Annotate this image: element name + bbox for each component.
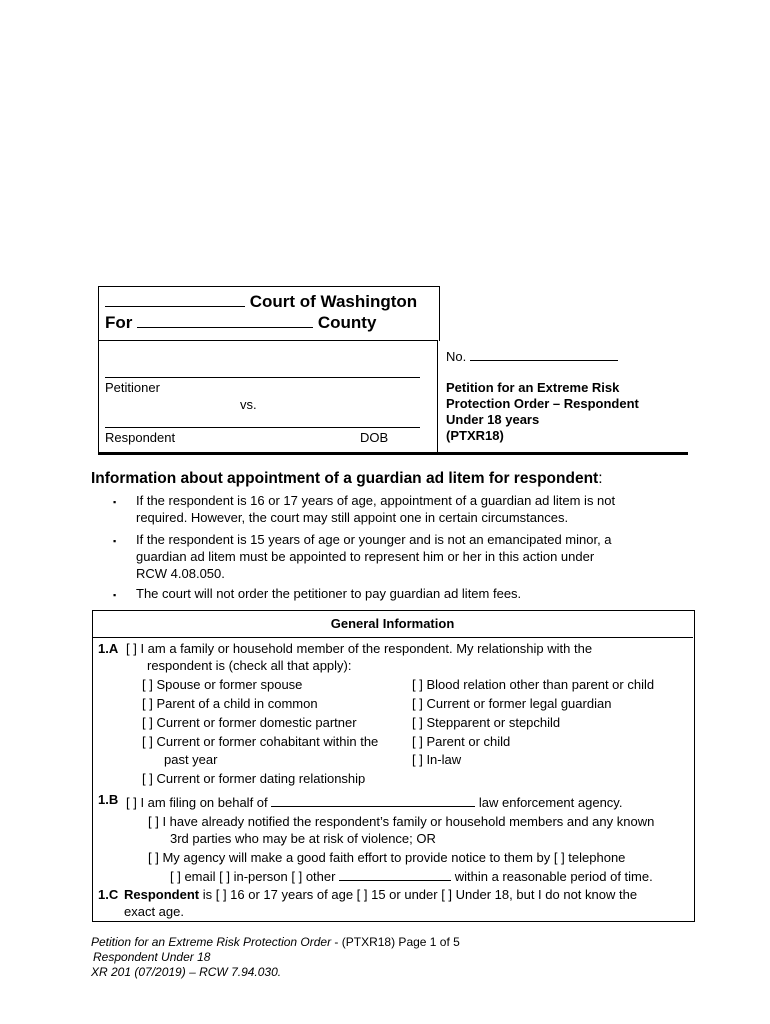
bullet-1-text: If the respondent is 16 or 17 years of age, appointment of a guardian ad litem is not required. However, the court may still appoint one in certain circumstances.	[136, 493, 616, 525]
relationship-dating[interactable]: [ ] Current or former dating relationship	[142, 771, 366, 786]
bullet-3-text: The court will not order the petitioner to pay guardian ad litem fees.	[136, 586, 522, 601]
relationship-legal-guardian[interactable]: [ ] Current or former legal guardian	[412, 696, 612, 711]
relationship-parent-common-child[interactable]: [ ] Parent of a child in common	[142, 696, 318, 711]
court-name-blank[interactable]	[105, 292, 245, 307]
footer-subtitle: Respondent Under 18	[93, 950, 211, 964]
item-1a-checkbox-line[interactable]: [ ] I am a family or household member of the respondent. My relationship with the	[126, 641, 593, 656]
respondent-line[interactable]	[105, 427, 420, 428]
relationship-parent-child[interactable]: [ ] Parent or child	[412, 734, 511, 749]
other-method-blank[interactable]	[339, 866, 451, 881]
relationship-cohabitant-cont: past year	[164, 752, 218, 767]
bullet-2	[113, 531, 116, 550]
relationship-blood-relation[interactable]: [ ] Blood relation other than parent or child	[412, 677, 655, 692]
item-1b-number: 1.B	[98, 792, 119, 807]
general-info-title: General Information	[330, 616, 455, 631]
petitioner-label: Petitioner	[105, 380, 160, 395]
item-1c-number: 1.C	[98, 887, 119, 902]
guardian-heading: Information about appointment of a guardian ad litem for respondent:	[91, 470, 603, 487]
relationship-spouse[interactable]: [ ] Spouse or former spouse	[142, 677, 303, 692]
notified-option[interactable]: [ ] I have already notified the respondent’s family or household members and any known	[148, 814, 655, 829]
county-line: For County	[105, 313, 377, 332]
footer-title: Petition for an Extreme Risk Protection Order - (PTXR18) Page 1 of 5	[91, 935, 460, 949]
relationship-in-law[interactable]: [ ] In-law	[412, 752, 462, 767]
respondent-label: Respondent	[105, 430, 176, 445]
caption-bottom-rule	[98, 452, 688, 455]
agency-name-blank[interactable]	[271, 792, 475, 807]
notice-option[interactable]: [ ] My agency will make a good faith effort to provide notice to them by [ ] telephone	[148, 850, 626, 865]
petitioner-line[interactable]	[105, 377, 420, 378]
bullet-icon: ▪	[113, 497, 117, 507]
court-name-line: Court of Washington	[105, 292, 417, 312]
item-1c-cont: exact age.	[124, 904, 184, 919]
bullet-3	[113, 585, 116, 604]
item-1b-line: [ ] I am filing on behalf of law enforcement agency.	[126, 792, 622, 810]
vs-label: vs.	[240, 397, 257, 412]
case-number-blank[interactable]	[470, 346, 618, 361]
bullet-icon: ▪	[113, 536, 117, 546]
case-number-field: No.	[446, 346, 618, 364]
relationship-stepparent[interactable]: [ ] Stepparent or stepchild	[412, 715, 561, 730]
bullet-2-text: If the respondent is 15 years of age or younger and is not an emancipated minor, a guardian ad litem must be appointed to represent him or her in this action under RCW 4.08.050.	[136, 532, 612, 581]
item-1a-subline: respondent is (check all that apply):	[147, 658, 352, 673]
caption-left-border	[98, 340, 99, 452]
notified-option-cont: 3rd parties who may be at risk of violence; OR	[170, 831, 436, 846]
item-1c-line: Respondent is [ ] 16 or 17 years of age [ ] 15 or under [ ] Under 18, but I do not know the	[124, 887, 638, 902]
dob-label: DOB	[360, 430, 389, 445]
document-title: Petition for an Extreme Risk Protection Order – Respondent Under 18 years (PTXR18)	[446, 380, 639, 443]
relationship-cohabitant[interactable]: [ ] Current or former cohabitant within the	[142, 734, 379, 749]
county-blank[interactable]	[137, 313, 313, 328]
item-1a-number: 1.A	[98, 641, 119, 656]
notice-methods: [ ] email [ ] in-person [ ] other within a reasonable period of time.	[170, 866, 653, 884]
relationship-domestic-partner[interactable]: [ ] Current or former domestic partner	[142, 715, 357, 730]
footer-form-number: XR 201 (07/2019) – RCW 7.94.030.	[91, 965, 282, 979]
caption-divider	[98, 340, 438, 341]
caption-right-border	[437, 340, 438, 452]
bullet-icon: ▪	[113, 590, 117, 600]
bullet-1	[113, 492, 116, 511]
